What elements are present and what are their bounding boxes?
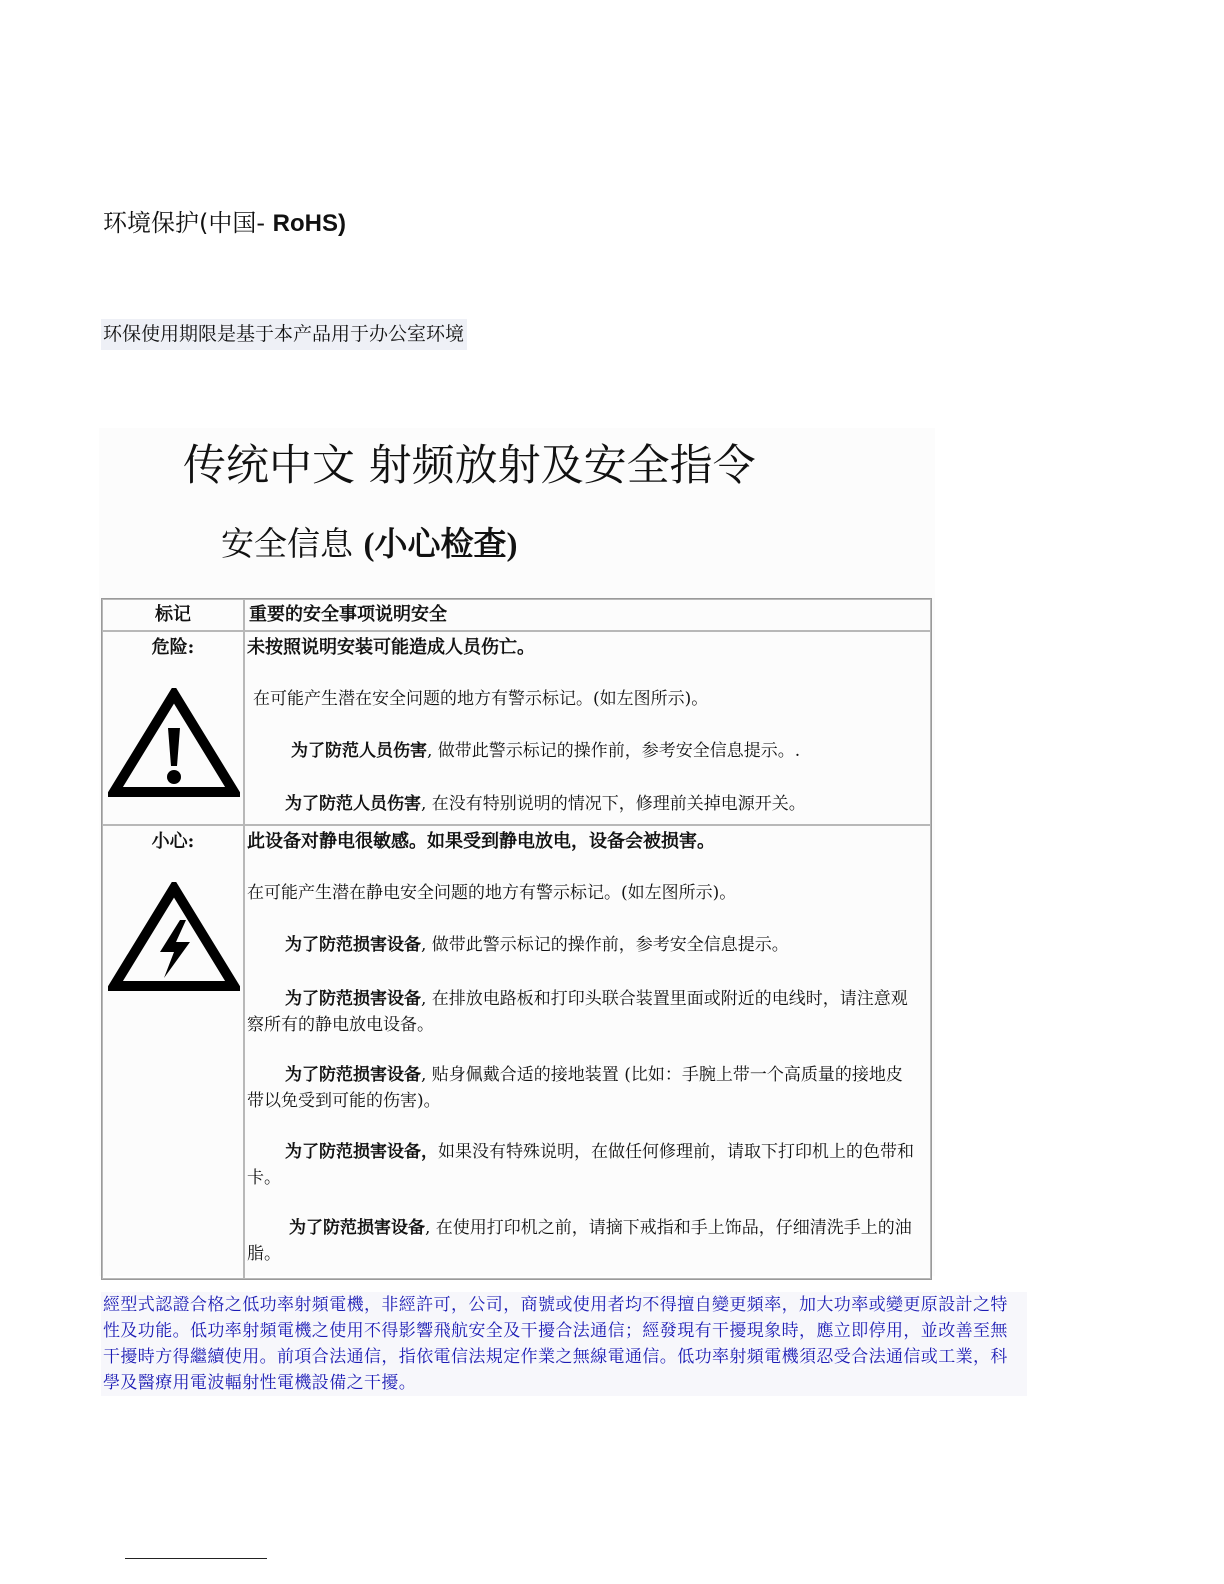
caution-row [102,825,931,1279]
subtitle-paren: (小心检查) [363,527,518,563]
danger-line-2-rest: , 做带此警示标记的操作前，参考安全信息提示。. [427,741,801,761]
danger-headline: 未按照说明安装可能造成人员伤亡。 [247,637,535,658]
figure-title: 传统中文 射频放射及安全指令 [183,441,756,491]
figure-subtitle [221,522,517,567]
caution-mark-cell [102,825,244,1279]
heading-text: 环境保护(中国- [103,209,273,237]
table-header-row [102,599,931,631]
caution-p3-bold: 为了防范损害设备 [285,1065,421,1085]
caution-label: 小心: [151,831,195,852]
high-voltage-warning-icon [108,882,240,992]
safety-table [101,598,932,1280]
section-heading [103,206,346,241]
safety-instructions-figure [99,428,935,1276]
caution-headline: 此设备对静电很敏感。如果受到静电放电，设备会被损害。 [247,831,715,852]
caution-p2-rest: , 在排放电路板和打印头联合装置里面或附近的电线时，请注意观察所有的静电放电设备。 [247,989,908,1035]
danger-label: 危险: [151,637,195,658]
danger-line-1: 在可能产生潜在安全问题的地方有警示标记。(如左图所示)。 [253,689,709,709]
danger-line-2-bold: 为了防范人员伤害 [291,741,427,761]
caution-description-cell [244,825,931,1279]
footnote-rule [125,1558,267,1559]
caution-paragraph-4 [247,1139,917,1191]
caution-p1-rest: , 做带此警示标记的操作前，参考安全信息提示。 [421,935,789,955]
danger-line-3 [285,792,806,816]
caution-p5-rest: , 在使用打印机之前，请摘下戒指和手上饰品，仔细清洗手上的油脂。 [247,1218,912,1264]
caution-line-1: 在可能产生潜在静电安全问题的地方有警示标记。(如左图所示)。 [247,883,737,903]
header-mark: 标记 [102,599,244,631]
taiwan-ncc-notice: 經型式認證合格之低功率射頻電機，非經許可，公司，商號或使用者均不得擅自變更頻率，加大功率或變更原設計之特性及功能。低功率射頻電機之使用不得影響飛航安全及干擾合法通信；經發現有干擾現象時，應立即停用，並改善至無干擾時方得繼續使用。前項合法通信，指依電信法規定作業之無線電通信。低功率射頻電機須忍受合法通信或工業，科學及醫療用電波輻射性電機設備之干擾。 [101,1292,1027,1396]
caution-p4-bold: 为了防范损害设备， [285,1142,438,1162]
danger-line-3-bold: 为了防范人员伤害 [285,794,421,814]
service-life-note: 环保使用期限是基于本产品用于办公室环境 [101,319,467,350]
caution-p3-rest: , 贴身佩戴合适的接地装置 (比如：手腕上带一个高质量的接地皮带以免受到可能的伤害)。 [247,1065,903,1111]
header-description: 重要的安全事项说明安全 [244,599,931,631]
exclamation-warning-icon [108,688,240,798]
heading-rohs: RoHS) [272,210,346,237]
danger-line-3-rest: , 在没有特别说明的情况下，修理前关掉电源开关。 [421,794,806,814]
caution-p5-bold: 为了防范损害设备 [289,1218,425,1238]
caution-paragraph-5 [247,1215,917,1267]
caution-paragraph-2 [247,986,917,1038]
danger-line-2 [291,739,800,763]
subtitle-text: 安全信息 [221,524,364,563]
danger-row [102,631,931,825]
caution-paragraph-3 [247,1062,917,1114]
danger-mark-cell [102,631,244,825]
caution-p2-bold: 为了防范损害设备 [285,989,421,1009]
caution-p4-rest: 如果没有特殊说明，在做任何修理前，请取下打印机上的色带和卡。 [247,1142,914,1188]
caution-paragraph-1 [285,933,789,957]
danger-description-cell [244,631,931,825]
caution-p1-bold: 为了防范损害设备 [285,935,421,955]
